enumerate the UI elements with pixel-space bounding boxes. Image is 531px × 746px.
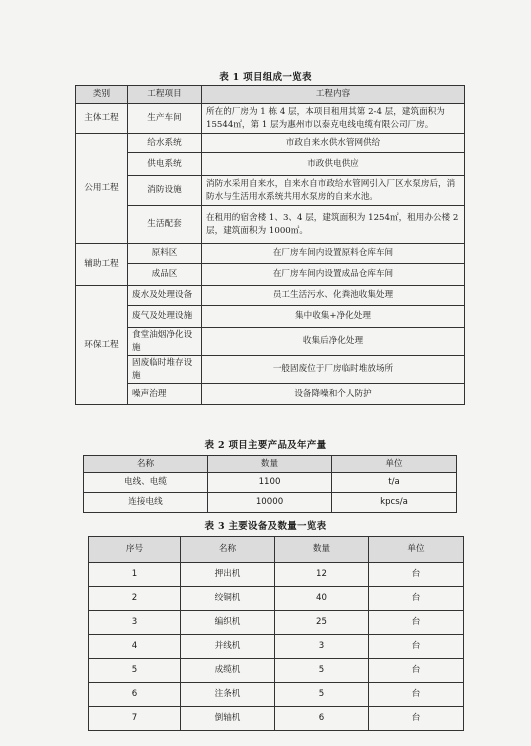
- name-cell: 倒轴机: [181, 707, 275, 731]
- table2-caption: 表 2 项目主要产品及年产量: [204, 440, 327, 451]
- item-cell: 废水及处理设备: [128, 286, 202, 306]
- quantity-cell: 1100: [208, 473, 332, 493]
- content-cell: 在厂房车间内设置成品仓库车间: [202, 264, 465, 286]
- unit-cell: 台: [369, 611, 464, 635]
- content-cell: 在租用的宿舍楼 1、3、4 层，建筑面积为 1254㎡，租用办公楼 2 层，建筑面积为 1000㎡。: [202, 206, 465, 244]
- header-item: 工程项目: [128, 86, 202, 104]
- header-quantity: 数量: [275, 537, 369, 563]
- item-cell: 原料区: [128, 244, 202, 264]
- header-category: 类别: [76, 86, 128, 104]
- content-cell: 员工生活污水、化粪池收集处理: [202, 286, 465, 306]
- table-row: [76, 328, 465, 356]
- unit-cell: kpcs/a: [332, 493, 457, 513]
- table1-caption: 表 1 项目组成一览表: [219, 72, 312, 83]
- item-cell: 供电系统: [128, 153, 202, 176]
- content-cell: 设备降噪和个人防护: [202, 384, 465, 405]
- name-cell: 成缆机: [181, 659, 275, 683]
- table-row: [76, 104, 465, 134]
- unit-cell: 台: [369, 587, 464, 611]
- table-row: [76, 356, 465, 384]
- quantity-cell: 5: [275, 683, 369, 707]
- item-cell: 食堂油烟净化设施: [128, 328, 202, 356]
- content-cell: 市政自来水供水管网供给: [202, 134, 465, 153]
- category-cell: 环保工程: [76, 286, 128, 405]
- unit-cell: 台: [369, 683, 464, 707]
- unit-cell: 台: [369, 659, 464, 683]
- table-row: [84, 473, 457, 493]
- quantity-cell: 40: [275, 587, 369, 611]
- name-cell: 电线、电缆: [84, 473, 208, 493]
- content-cell: 一般固废位于厂房临时堆放场所: [202, 356, 465, 384]
- table-row: [76, 264, 465, 286]
- unit-cell: t/a: [332, 473, 457, 493]
- item-cell: 给水系统: [128, 134, 202, 153]
- table-row: [76, 134, 465, 153]
- content-cell: 在厂房车间内设置原料仓库车间: [202, 244, 465, 264]
- unit-cell: 台: [369, 635, 464, 659]
- table-row: [89, 563, 464, 587]
- table-row: [89, 683, 464, 707]
- content-cell: 集中收集+净化处理: [202, 306, 465, 328]
- table-row: [76, 286, 465, 306]
- category-cell: 公用工程: [76, 134, 128, 244]
- name-cell: 押出机: [181, 563, 275, 587]
- header-unit: 单位: [332, 456, 457, 473]
- content-cell: 消防水采用自来水，自来水自市政给水管网引入厂区水泵房后，消防水与生活用水系统共用水泵房的自来水池。: [202, 176, 465, 206]
- equipment-table: [88, 536, 464, 731]
- table-row: [89, 587, 464, 611]
- category-cell: 主体工程: [76, 104, 128, 134]
- name-cell: 编织机: [181, 611, 275, 635]
- table-row: [76, 176, 465, 206]
- table-row: [89, 659, 464, 683]
- quantity-cell: 25: [275, 611, 369, 635]
- quantity-cell: 5: [275, 659, 369, 683]
- header-quantity: 数量: [208, 456, 332, 473]
- header-name: 名称: [181, 537, 275, 563]
- table-row: [89, 611, 464, 635]
- table-row: [76, 153, 465, 176]
- quantity-cell: 6: [275, 707, 369, 731]
- table-row: [76, 244, 465, 264]
- index-cell: 2: [89, 587, 181, 611]
- table-row: [89, 635, 464, 659]
- unit-cell: 台: [369, 563, 464, 587]
- name-cell: 注条机: [181, 683, 275, 707]
- project-composition-table: [75, 85, 465, 405]
- index-cell: 3: [89, 611, 181, 635]
- name-cell: 并线机: [181, 635, 275, 659]
- quantity-cell: 3: [275, 635, 369, 659]
- content-cell: 所在的厂房为 1 栋 4 层，本项目租用其第 2-4 层，建筑面积为 15544㎡，第 1 层为惠州市以泰克电线电缆有限公司厂房。: [202, 104, 465, 134]
- index-cell: 7: [89, 707, 181, 731]
- item-cell: 废气及处理设施: [128, 306, 202, 328]
- quantity-cell: 10000: [208, 493, 332, 513]
- item-cell: 生产车间: [128, 104, 202, 134]
- header-index: 序号: [89, 537, 181, 563]
- item-cell: 成品区: [128, 264, 202, 286]
- index-cell: 5: [89, 659, 181, 683]
- products-table: [83, 455, 457, 513]
- item-cell: 固废临时堆存设施: [128, 356, 202, 384]
- index-cell: 1: [89, 563, 181, 587]
- item-cell: 生活配套: [128, 206, 202, 244]
- unit-cell: 台: [369, 707, 464, 731]
- index-cell: 4: [89, 635, 181, 659]
- table3-caption: 表 3 主要设备及数量一览表: [204, 521, 327, 532]
- index-cell: 6: [89, 683, 181, 707]
- table-row: [76, 306, 465, 328]
- table-row: [76, 206, 465, 244]
- content-cell: 市政供电供应: [202, 153, 465, 176]
- category-cell: 辅助工程: [76, 244, 128, 286]
- header-content: 工程内容: [202, 86, 465, 104]
- name-cell: 连接电线: [84, 493, 208, 513]
- header-name: 名称: [84, 456, 208, 473]
- item-cell: 消防设施: [128, 176, 202, 206]
- header-unit: 单位: [369, 537, 464, 563]
- content-cell: 收集后净化处理: [202, 328, 465, 356]
- table-row: [84, 493, 457, 513]
- table-row: [76, 384, 465, 405]
- table-row: [89, 707, 464, 731]
- name-cell: 绞铜机: [181, 587, 275, 611]
- quantity-cell: 12: [275, 563, 369, 587]
- item-cell: 噪声治理: [128, 384, 202, 405]
